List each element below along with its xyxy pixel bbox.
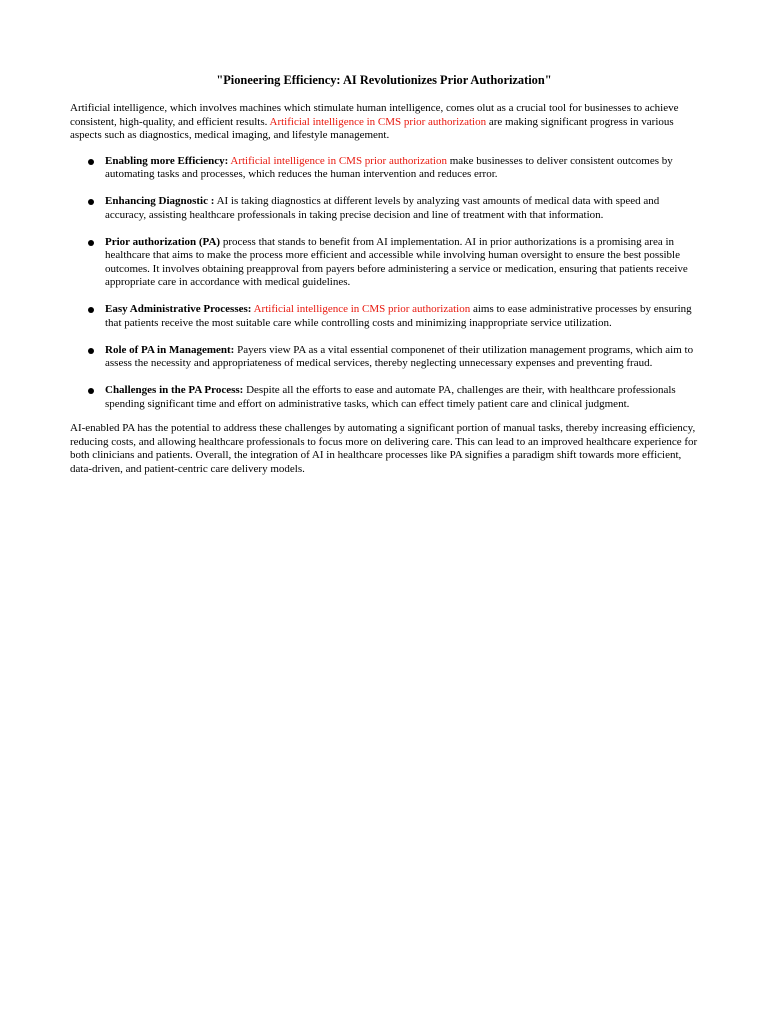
bullet-heading: Easy Administrative Processes: (105, 303, 252, 315)
bullet-heading: Enhancing Diagnostic : (105, 195, 215, 207)
bullet-text: Payers view PA as a vital essential componenet of their utilization management programs, which aim to assess the necessity and appropriateness of medical services, thereby neglecting unnecessary expenses and preventing fraud. (105, 343, 694, 369)
intro-text-before: Artificial intelligence, which involves machines which stimulate human intelligence, comes olut as a crucial tool for businesses to achieve consistent, high-quality, and efficient results. (70, 102, 679, 128)
bullet-item-administrative (70, 303, 698, 330)
bullet-text: process that stands to benefit from AI implementation. AI in prior authorizations is a promising area in healthcare that aims to make the process more efficient and accessible while involving human oversight to ensure the best possible outcomes. It involves obtaining preapproval from payers before administering a service or medication, ensuring that patients receive appropriate care in accordance with medical guidelines. (105, 235, 688, 288)
bullet-item-challenges (70, 384, 698, 411)
bullet-item-management (70, 344, 698, 371)
bullet-icon (88, 240, 94, 246)
bullet-text: make businesses to deliver consistent outcomes by automating tasks and processes, which reduces the human intervention and reduces error. (105, 154, 673, 180)
bullet-heading: Prior authorization (PA) (105, 235, 221, 248)
bullet-icon (88, 348, 94, 354)
bullet-item-prior-authorization (70, 236, 698, 290)
intro-paragraph (70, 102, 698, 143)
bullet-text: Despite all the efforts to ease and automate PA, challenges are their, with healthcare professionals spending significant time and effort on administrative tasks, which can effect timely patient care and clinical judgment. (105, 384, 676, 410)
intro-link[interactable]: Artificial intelligence in CMS prior authorization (269, 115, 487, 128)
bullet-icon (88, 307, 94, 313)
bullet-item-diagnostic (70, 195, 698, 222)
bullet-text: aims to ease administrative processes by ensuring that patients receive the most suitable care while controlling costs and minimizing inappropriate service utilization. (105, 303, 692, 329)
conclusion-paragraph: AI-enabled PA has the potential to address these challenges by automating a significant portion of manual tasks, thereby increasing efficiency, reducing costs, and allowing healthcare professionals to focus more on delivering care. This can lead to an improved healthcare experience for both clinicians and patients. Overall, the integration of AI in healthcare processes like PA signifies a paradigm shift towards more efficient, data-driven, and patient-centric care delivery models. (70, 422, 698, 475)
bullet-heading: Role of PA in Management: (105, 343, 235, 356)
bullet-link[interactable]: Artificial intelligence in CMS prior authorization (253, 303, 471, 315)
bullet-text: AI is taking diagnostics at different levels by analyzing vast amounts of medical data with speed and accuracy, assisting healthcare professionals in taking precise decision and line of treatment with that information. (105, 195, 660, 221)
bullet-item-efficiency (70, 155, 698, 182)
bullet-heading: Challenges in the PA Process: (105, 384, 244, 396)
document-title: "Pioneering Efficiency: AI Revolutionizes Prior Authorization" (216, 73, 552, 87)
bullet-icon (88, 388, 94, 394)
intro-text-after: are making significant progress in various aspects such as diagnostics, medical imaging, and lifestyle management. (70, 115, 674, 141)
bullet-icon (88, 159, 94, 165)
bullet-list (70, 155, 698, 412)
bullet-icon (88, 199, 94, 205)
bullet-heading: Enabling more Efficiency: (105, 154, 229, 167)
bullet-link[interactable]: Artificial intelligence in CMS prior authorization (230, 154, 447, 167)
